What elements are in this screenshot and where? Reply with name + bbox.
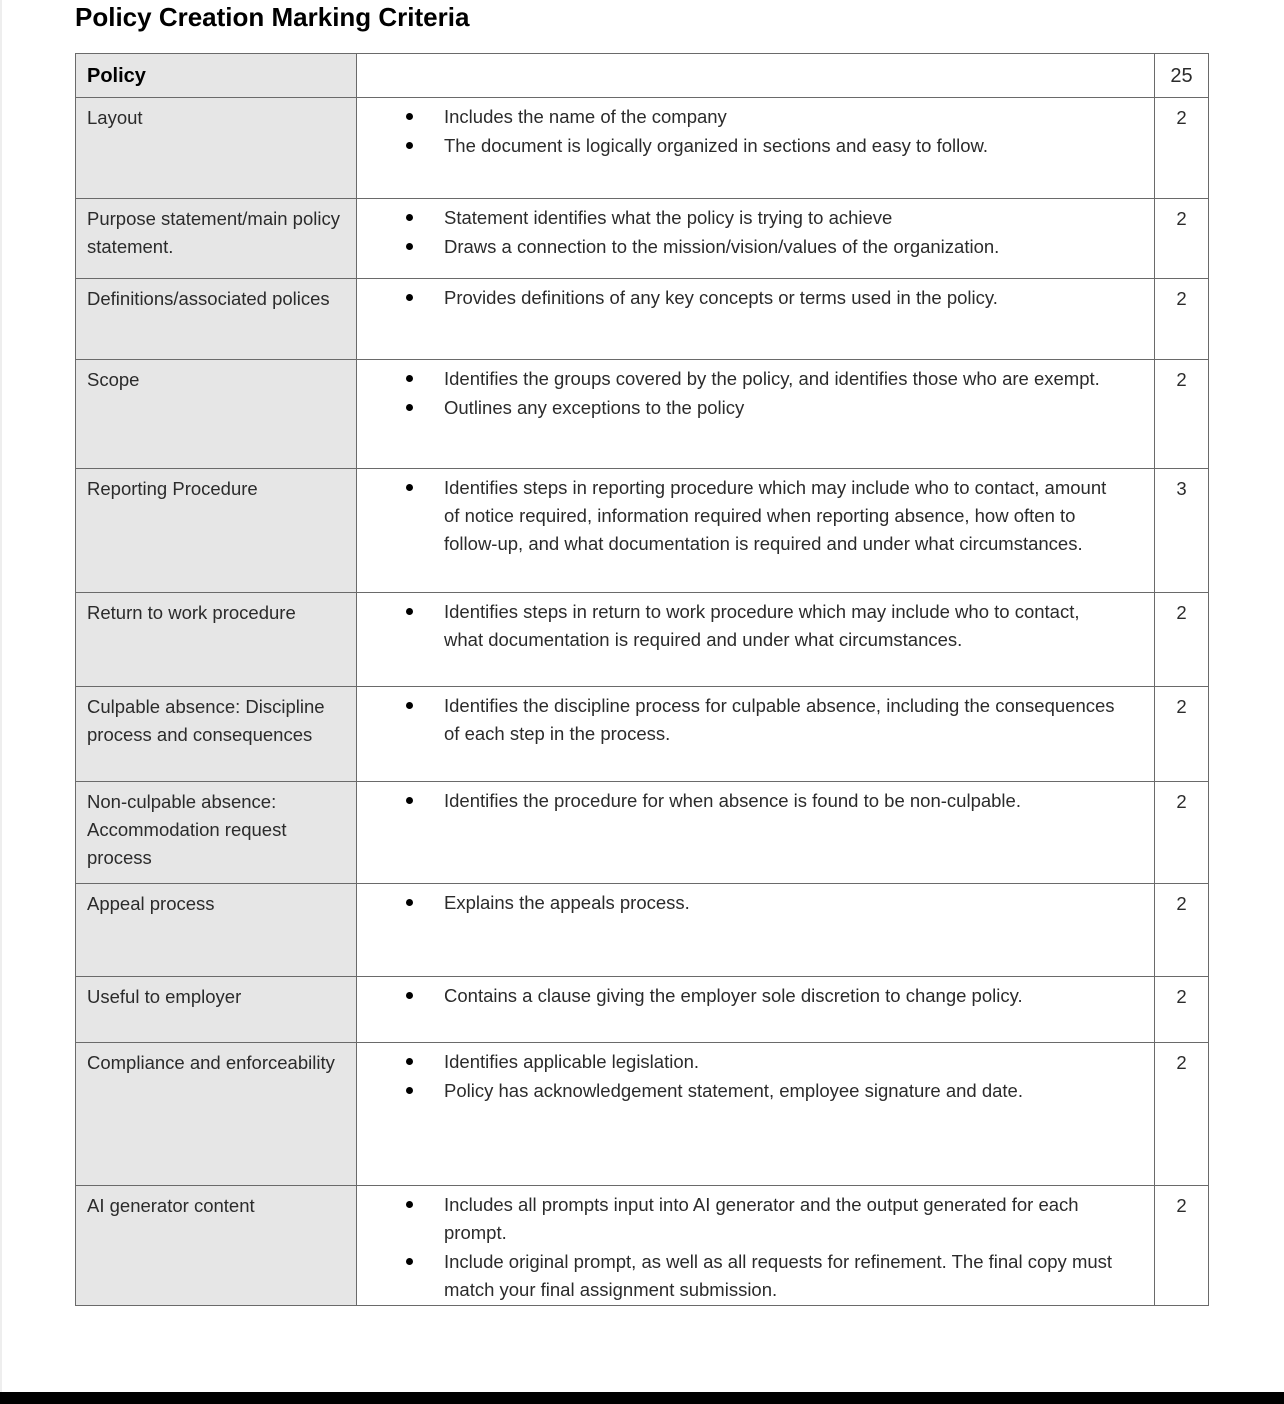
- description-cell: [357, 279, 1155, 360]
- criterion-cell: Purpose statement/main policy statement.: [76, 199, 357, 279]
- marking-criteria-table: [75, 53, 1209, 1306]
- header-criterion-cell: Policy: [76, 54, 357, 98]
- criteria-list: [357, 598, 1118, 654]
- criteria-list: [357, 982, 1118, 1010]
- description-cell: [357, 98, 1155, 199]
- description-cell: [357, 977, 1155, 1043]
- bullet-icon: [406, 1201, 413, 1208]
- bullet-icon: [406, 797, 413, 804]
- list-item: [357, 598, 1118, 654]
- description-cell: [357, 687, 1155, 782]
- criteria-text: Policy has acknowledgement statement, employee signature and date.: [444, 1080, 1023, 1101]
- criterion-cell: Useful to employer: [76, 977, 357, 1043]
- list-item: [357, 474, 1118, 558]
- bottom-bar: [0, 1392, 1284, 1404]
- criteria-text: Includes the name of the company: [444, 106, 727, 127]
- bullet-icon: [406, 214, 413, 221]
- bullet-icon: [406, 1087, 413, 1094]
- points-cell: 3: [1155, 469, 1209, 593]
- points-cell: 2: [1155, 279, 1209, 360]
- criteria-list: [357, 1191, 1118, 1304]
- criteria-text: Contains a clause giving the employer sole discretion to change policy.: [444, 985, 1023, 1006]
- page-title: Policy Creation Marking Criteria: [75, 2, 470, 32]
- list-item: [357, 787, 1118, 815]
- criterion-cell: Reporting Procedure: [76, 469, 357, 593]
- table-row: [76, 782, 1209, 884]
- table-row: [76, 1186, 1209, 1306]
- header-row: [76, 54, 1209, 98]
- bullet-icon: [406, 375, 413, 382]
- points-cell: 2: [1155, 977, 1209, 1043]
- description-cell: [357, 1043, 1155, 1186]
- list-item: [357, 1191, 1118, 1247]
- criteria-text: Include original prompt, as well as all requests for refinement. The final copy must match your final assignment submission.: [444, 1251, 1113, 1300]
- table-row: [76, 687, 1209, 782]
- bullet-icon: [406, 113, 413, 120]
- criteria-text: Includes all prompts input into AI generator and the output generated for each prompt.: [444, 1194, 1079, 1243]
- points-cell: 2: [1155, 782, 1209, 884]
- criteria-text: Statement identifies what the policy is trying to achieve: [444, 207, 893, 228]
- criteria-text: Outlines any exceptions to the policy: [444, 397, 745, 418]
- page-edge: [0, 0, 2, 1392]
- criteria-list: [357, 365, 1118, 422]
- description-cell: [357, 469, 1155, 593]
- description-cell: [357, 782, 1155, 884]
- list-item: [357, 103, 1118, 131]
- bullet-icon: [406, 992, 413, 999]
- description-cell: [357, 199, 1155, 279]
- list-item: [357, 1048, 1118, 1076]
- table-row: [76, 360, 1209, 469]
- bullet-icon: [406, 1258, 413, 1265]
- criteria-list: [357, 284, 1118, 312]
- criterion-cell: Scope: [76, 360, 357, 469]
- table-row: [76, 1043, 1209, 1186]
- table-row: [76, 884, 1209, 977]
- criteria-list: [357, 204, 1118, 261]
- criteria-text: Identifies the discipline process for culpable absence, including the consequences of each step in the process.: [444, 695, 1115, 744]
- points-cell: 2: [1155, 687, 1209, 782]
- criterion-cell: Definitions/associated polices: [76, 279, 357, 360]
- bullet-icon: [406, 899, 413, 906]
- points-cell: 2: [1155, 98, 1209, 199]
- list-item: [357, 982, 1118, 1010]
- criteria-text: Provides definitions of any key concepts or terms used in the policy.: [444, 287, 998, 308]
- description-cell: [357, 360, 1155, 469]
- criteria-text: Identifies the groups covered by the policy, and identifies those who are exempt.: [444, 368, 1100, 389]
- criteria-list: [357, 103, 1118, 160]
- criterion-cell: Culpable absence: Discipline process and consequences: [76, 687, 357, 782]
- list-item: [357, 204, 1118, 232]
- criteria-text: The document is logically organized in sections and easy to follow.: [444, 135, 988, 156]
- points-cell: 2: [1155, 199, 1209, 279]
- criteria-list: [357, 692, 1118, 748]
- header-total-points-cell: 25: [1155, 54, 1209, 98]
- criteria-text: Identifies the procedure for when absence is found to be non-culpable.: [444, 790, 1021, 811]
- points-cell: 2: [1155, 1186, 1209, 1306]
- criteria-text: Identifies applicable legislation.: [444, 1051, 700, 1072]
- table-row: [76, 279, 1209, 360]
- table-row: [76, 199, 1209, 279]
- table-row: [76, 98, 1209, 199]
- table-row: [76, 469, 1209, 593]
- points-cell: 2: [1155, 1043, 1209, 1186]
- bullet-icon: [406, 243, 413, 250]
- list-item: [357, 1248, 1118, 1304]
- list-item: [357, 394, 1118, 422]
- list-item: [357, 132, 1118, 160]
- list-item: [357, 1077, 1118, 1105]
- criterion-cell: AI generator content: [76, 1186, 357, 1306]
- criteria-text: Explains the appeals process.: [444, 892, 690, 913]
- bullet-icon: [406, 608, 413, 615]
- bullet-icon: [406, 294, 413, 301]
- bullet-icon: [406, 404, 413, 411]
- table-body: [76, 54, 1209, 1306]
- criteria-list: [357, 1048, 1118, 1105]
- criterion-cell: Appeal process: [76, 884, 357, 977]
- points-cell: 2: [1155, 593, 1209, 687]
- criterion-cell: Compliance and enforceability: [76, 1043, 357, 1186]
- list-item: [357, 692, 1118, 748]
- criteria-text: Identifies steps in return to work procedure which may include who to contact, what documentation is required and under what circumstances.: [444, 601, 1080, 650]
- criteria-list: [357, 889, 1118, 917]
- list-item: [357, 233, 1118, 261]
- table-row: [76, 977, 1209, 1043]
- criteria-list: [357, 474, 1118, 558]
- bullet-icon: [406, 484, 413, 491]
- criteria-list: [357, 787, 1118, 815]
- bullet-icon: [406, 1058, 413, 1065]
- criterion-cell: Layout: [76, 98, 357, 199]
- criteria-text: Draws a connection to the mission/vision/values of the organization.: [444, 236, 1000, 257]
- points-cell: 2: [1155, 360, 1209, 469]
- description-cell: [357, 593, 1155, 687]
- bullet-icon: [406, 142, 413, 149]
- description-cell: [357, 1186, 1155, 1306]
- list-item: [357, 889, 1118, 917]
- points-cell: 2: [1155, 884, 1209, 977]
- list-item: [357, 284, 1118, 312]
- criterion-cell: Return to work procedure: [76, 593, 357, 687]
- criterion-cell: Non-culpable absence: Accommodation request process: [76, 782, 357, 884]
- criteria-text: Identifies steps in reporting procedure which may include who to contact, amount of notice required, information required when reporting absence, how often to follow-up, and what documentation is required and under what circumstances.: [444, 477, 1107, 554]
- bullet-icon: [406, 702, 413, 709]
- table-row: [76, 593, 1209, 687]
- description-cell: [357, 884, 1155, 977]
- header-description-cell: [357, 54, 1155, 98]
- list-item: [357, 365, 1118, 393]
